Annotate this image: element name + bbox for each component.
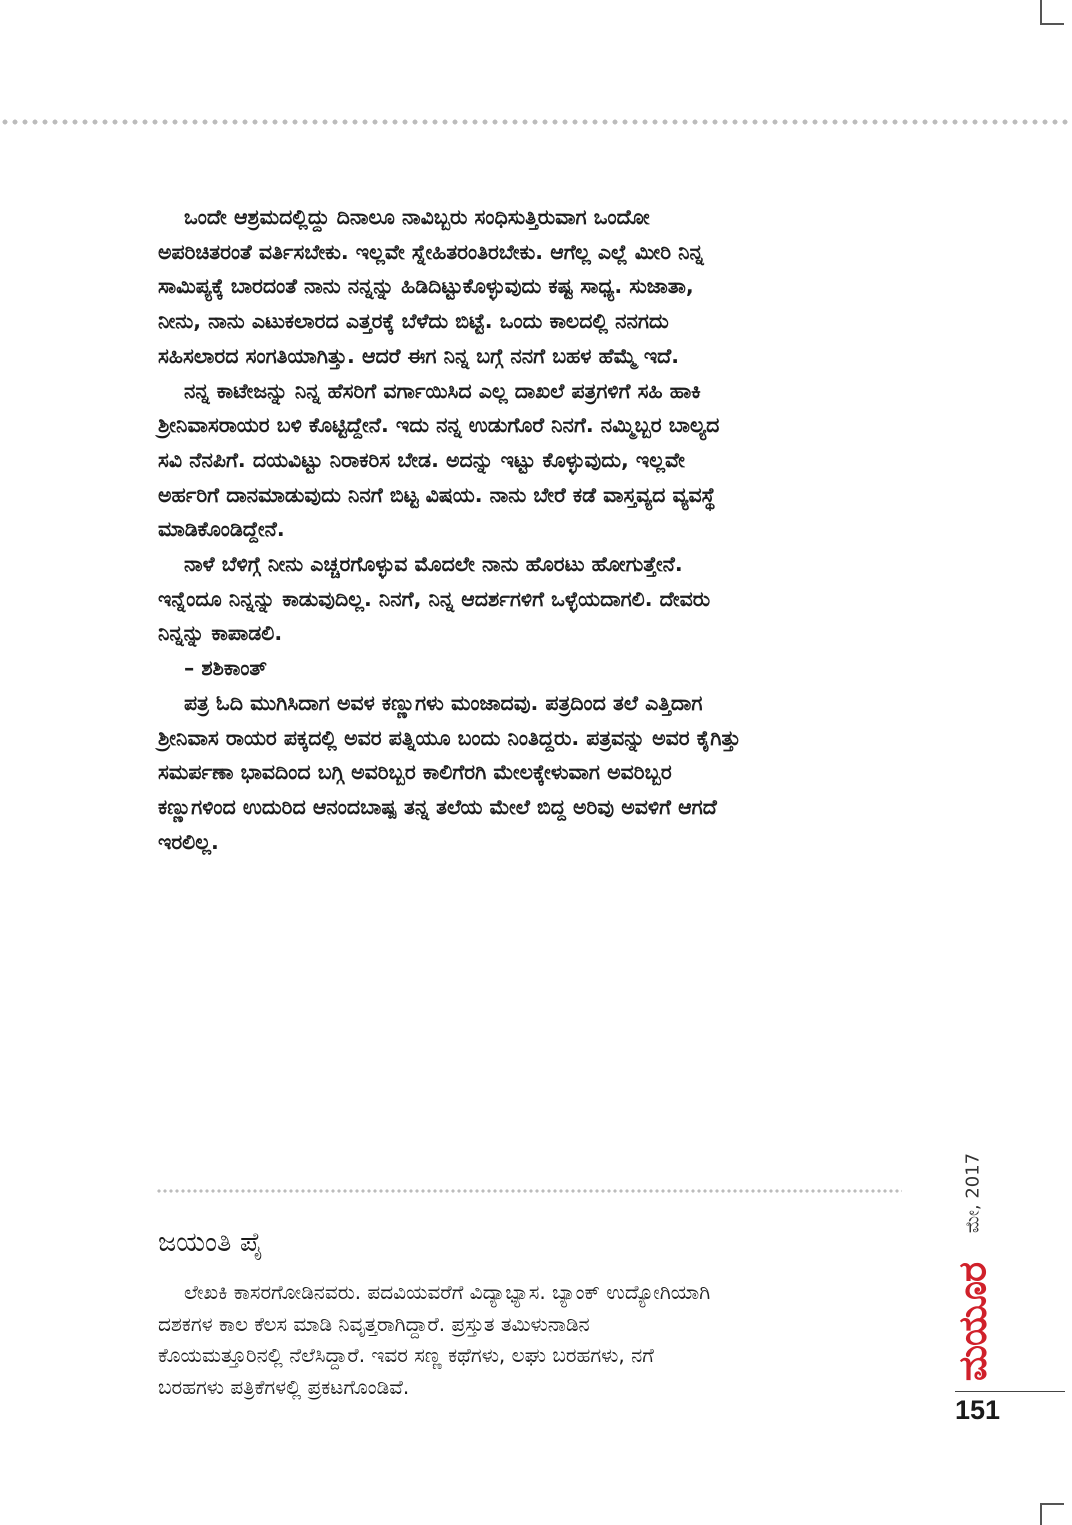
story-line: ಇನ್ನೆಂದೂ ನಿನ್ನನ್ನು ಕಾಡುವುದಿಲ್ಲ. ನಿನಗೆ, ನಿನ್ನ ಆದರ್ಶಗಳಿಗೆ ಒಳ್ಳೆಯದಾಗಲಿ. ದೇವರು xyxy=(158,586,711,611)
crop-mark-bottom-right xyxy=(1040,1503,1042,1525)
story-line: ಶ್ರೀನಿವಾಸ ರಾಯರ ಪಕ್ಕದಲ್ಲಿ ಅವರ ಪತ್ನಿಯೂ ಬಂದು ನಿಂತಿದ್ದರು. ಪತ್ರವನ್ನು ಅವರ ಕೈಗಿತ್ತು xyxy=(158,725,741,750)
story-line: ಸಮರ್ಪಣಾ ಭಾವದಿಂದ ಬಗ್ಗಿ ಅವರಿಬ್ಬರ ಕಾಲಿಗೆರಗಿ ಮೇಲಕ್ಕೇಳುವಾಗ ಅವರಿಬ್ಬರ xyxy=(158,760,672,785)
story-paragraph xyxy=(158,374,910,548)
story-line: ಅರ್ಹರಿಗೆ ದಾನಮಾಡುವುದು ನಿನಗೆ ಬಿಟ್ಟ ವಿಷಯ. ನಾನು ಬೇರೆ ಕಡೆ ವಾಸ್ತವ್ಯದ ವ್ಯವಸ್ಥೆ xyxy=(158,482,716,507)
top-dotted-rule xyxy=(0,119,1072,125)
bio-line: ಲೇಖಕಿ ಕಾಸರಗೋಡಿನವರು. ಪದವಿಯವರೆಗೆ ವಿದ್ಯಾಭ್ಯಾಸ. ಬ್ಯಾಂಕ್ ಉದ್ಯೋಗಿಯಾಗಿ xyxy=(184,1280,711,1304)
story-line: ನೀನು, ನಾನು ಎಟುಕಲಾರದ ಎತ್ತರಕ್ಕೆ ಬೆಳೆದು ಬಿಟ್ಟೆ. ಒಂದು ಕಾಲದಲ್ಲಿ ನನಗದು xyxy=(158,309,669,334)
bio-line: ಬರಹಗಳು ಪತ್ರಿಕೆಗಳಲ್ಲಿ ಪ್ರಕಟಗೊಂಡಿವೆ. xyxy=(158,1374,410,1399)
crop-mark-top-right xyxy=(1040,0,1042,24)
story-line: ನನ್ನ ಕಾಟೇಜನ್ನು ನಿನ್ನ ಹೆಸರಿಗೆ ವರ್ಗಾಯಿಸಿದ ಎಲ್ಲ ದಾಖಲೆ ಪತ್ರಗಳಿಗೆ ಸಹಿ ಹಾಕಿ xyxy=(184,378,701,403)
story-paragraph xyxy=(158,200,910,374)
page-number: 151 xyxy=(955,1395,1001,1425)
crop-mark-bottom-right xyxy=(1040,1503,1064,1505)
story-paragraph xyxy=(158,651,910,686)
page-number-rule xyxy=(955,1391,1065,1392)
story-text xyxy=(158,200,910,859)
story-line: ನಾಳೆ ಬೆಳಿಗ್ಗೆ ನೀನು ಎಚ್ಚರಗೊಳ್ಳುವ ಮೊದಲೇ ನಾನು ಹೊರಟು ಹೋಗುತ್ತೇನೆ. xyxy=(184,552,683,577)
story-line: ಇರಲಿಲ್ಲ. xyxy=(158,829,219,854)
story-line: ಸಹಿಸಲಾರದ ಸಂಗತಿಯಾಗಿತ್ತು. ಆದರೆ ಈಗ ನಿನ್ನ ಬಗ್ಗೆ ನನಗೆ ಬಹಳ ಹೆಮ್ಮೆ ಇದೆ. xyxy=(158,343,680,368)
story-line: ಅಪರಿಚಿತರಂತೆ ವರ್ತಿಸಬೇಕು. ಇಲ್ಲವೇ ಸ್ನೇಹಿತರಂತಿರಬೇಕು. ಆಗೆಲ್ಲ ಎಲ್ಲೆ ಮೀರಿ ನಿನ್ನ xyxy=(158,239,704,264)
story-line: ಒಂದೇ ಆಶ್ರಮದಲ್ಲಿದ್ದು ದಿನಾಲೂ ನಾವಿಬ್ಬರು ಸಂಧಿಸುತ್ತಿರುವಾಗ ಒಂದೋ xyxy=(184,205,650,229)
bio-dotted-rule xyxy=(156,1189,902,1193)
author-name: ಜಯಂತಿ ಪೈ xyxy=(158,1227,263,1258)
story-paragraph xyxy=(158,686,910,860)
crop-mark-top-right xyxy=(1040,23,1064,25)
magazine-logo: ಮಯೂರ xyxy=(950,1262,995,1382)
story-line: ಕಣ್ಣುಗಳಿಂದ ಉದುರಿದ ಆನಂದಬಾಷ್ಪ ತನ್ನ ತಲೆಯ ಮೇಲೆ ಬಿದ್ದ ಅರಿವು ಅವಳಿಗೆ ಆಗದೆ xyxy=(158,794,717,819)
issue-date: ಮೇ, 2017 xyxy=(962,1152,984,1234)
story-line: ಸವಿ ನೆನಪಿಗೆ. ದಯವಿಟ್ಟು ನಿರಾಕರಿಸ ಬೇಡ. ಅದನ್ನು ಇಟ್ಟು ಕೊಳ್ಳುವುದು, ಇಲ್ಲವೇ xyxy=(158,447,685,472)
bio-line: ದಶಕಗಳ ಕಾಲ ಕೆಲಸ ಮಾಡಿ ನಿವೃತ್ತರಾಗಿದ್ದಾರೆ. ಪ್ರಸ್ತುತ ತಮಿಳುನಾಡಿನ xyxy=(158,1311,590,1336)
story-line: ಸಾಮಿಪ್ಯಕ್ಕೆ ಬಾರದಂತೆ ನಾನು ನನ್ನನ್ನು ಹಿಡಿದಿಟ್ಟುಕೊಳ್ಳುವುದು ಕಷ್ಟ ಸಾಧ್ಯ. ಸುಜಾತಾ, xyxy=(158,274,694,299)
bio-line: ಕೊಯಮತ್ತೂರಿನಲ್ಲಿ ನೆಲೆಸಿದ್ದಾರೆ. ಇವರ ಸಣ್ಣ ಕಥೆಗಳು, ಲಘು ಬರಹಗಳು, ನಗೆ xyxy=(158,1343,654,1367)
story-line: ಮಾಡಿಕೊಂಡಿದ್ದೇನೆ. xyxy=(158,517,285,542)
story-line: ಶ್ರೀನಿವಾಸರಾಯರ ಬಳಿ ಕೊಟ್ಟಿದ್ದೇನೆ. ಇದು ನನ್ನ ಉಡುಗೊರೆ ನಿನಗೆ. ನಮ್ಮಿಬ್ಬರ ಬಾಲ್ಯದ xyxy=(158,413,720,438)
story-line: ಪತ್ರ ಓದಿ ಮುಗಿಸಿದಾಗ ಅವಳ ಕಣ್ಣುಗಳು ಮಂಜಾದವು. ಪತ್ರದಿಂದ ತಲೆ ಎತ್ತಿದಾಗ xyxy=(184,690,703,715)
story-line: ನಿನ್ನನ್ನು ಕಾಪಾಡಲಿ. xyxy=(158,621,283,646)
author-bio xyxy=(158,1277,910,1403)
story-line: – ಶಶಿಕಾಂತ್ xyxy=(184,656,267,681)
story-paragraph xyxy=(158,547,910,651)
